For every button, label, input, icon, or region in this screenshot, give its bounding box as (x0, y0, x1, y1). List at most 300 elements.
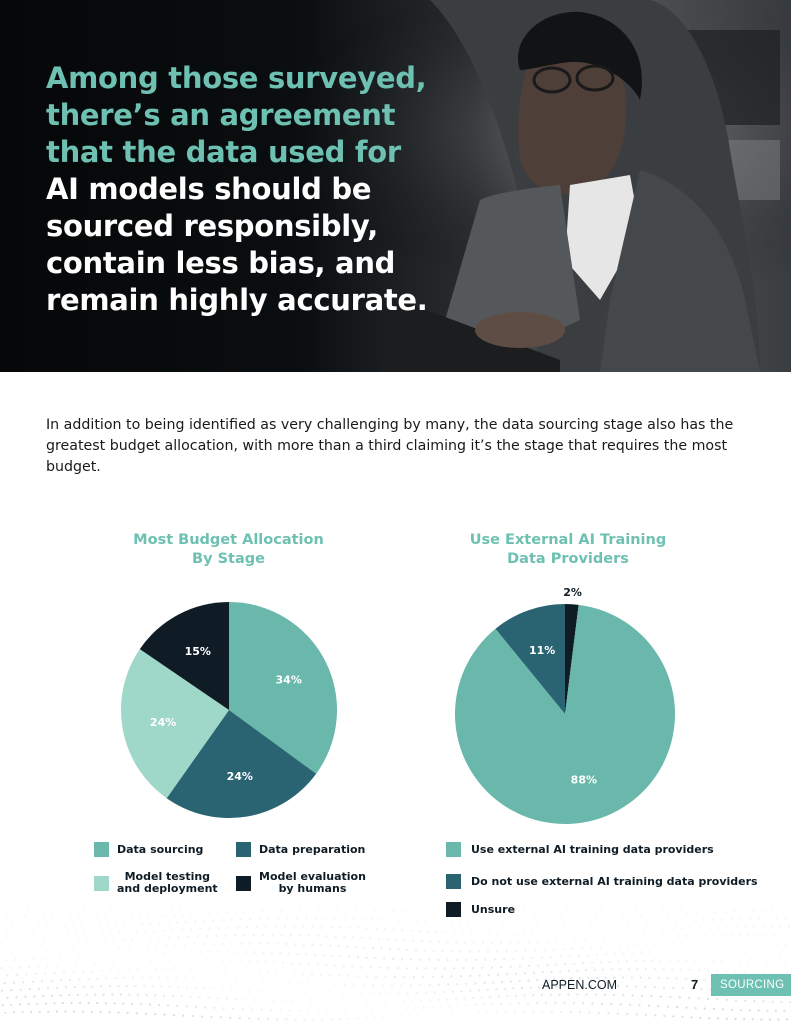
pattern-dot (406, 949, 408, 951)
pattern-dot (483, 1004, 485, 1006)
pattern-dot (254, 951, 256, 953)
pattern-dot (640, 915, 642, 917)
pattern-dot (15, 996, 17, 998)
pattern-dot (91, 985, 93, 987)
pattern-dot (65, 986, 67, 988)
pattern-dot (59, 957, 61, 959)
pattern-dot (420, 1000, 422, 1002)
pattern-dot (762, 925, 764, 927)
pattern-dot (627, 923, 629, 925)
pattern-dot (662, 906, 664, 908)
pattern-dot (491, 966, 493, 968)
pattern-dot (502, 924, 504, 926)
pattern-dot (232, 1008, 234, 1010)
pattern-dot (726, 926, 728, 928)
pattern-dot (649, 952, 651, 954)
pattern-dot (146, 994, 148, 996)
pattern-dot (258, 942, 260, 944)
pattern-dot (162, 907, 164, 909)
pattern-dot (389, 948, 391, 950)
pattern-dot (699, 927, 701, 929)
pattern-dot (379, 966, 381, 968)
pattern-dot (626, 960, 628, 962)
pattern-dot (572, 925, 574, 927)
pattern-dot (105, 916, 107, 918)
pattern-dot (652, 929, 654, 931)
pattern-dot (100, 1011, 102, 1013)
pattern-dot (66, 933, 68, 935)
pattern-dot (761, 953, 763, 955)
pattern-dot (73, 1010, 75, 1012)
pattern-dot (788, 926, 790, 928)
pattern-dot (604, 916, 606, 918)
pattern-dot (240, 918, 242, 920)
pattern-dot (518, 1002, 520, 1004)
pattern-dot (72, 971, 74, 973)
pattern-dot (343, 917, 345, 919)
pattern-dot (366, 975, 368, 977)
pattern-dot (634, 960, 636, 962)
pattern-dot (632, 994, 634, 996)
pattern-dot (425, 1014, 427, 1016)
pattern-dot (654, 944, 656, 946)
pattern-dot (707, 942, 709, 944)
pattern-dot (559, 970, 561, 972)
pattern-dot (137, 946, 139, 948)
pattern-dot (289, 1010, 291, 1012)
pattern-dot (455, 998, 457, 1000)
pattern-dot (654, 968, 656, 970)
pattern-dot (495, 988, 497, 990)
pattern-dot (402, 910, 404, 912)
pattern-dot (568, 933, 570, 935)
pattern-dot (195, 987, 197, 989)
pattern-dot (340, 955, 342, 957)
pattern-dot (680, 968, 682, 970)
pattern-dot (308, 909, 310, 911)
pattern-dot (617, 960, 619, 962)
pattern-dot (389, 919, 391, 921)
pattern-dot (690, 1016, 692, 1018)
pattern-dot (645, 944, 647, 946)
pattern-dot (65, 964, 67, 966)
pattern-dot (472, 967, 474, 969)
pie-data-label: 88% (570, 773, 598, 787)
pattern-dot (752, 909, 754, 911)
pattern-dot (96, 916, 98, 918)
pattern-dot (679, 996, 681, 998)
pattern-dot (579, 1011, 581, 1013)
pattern-dot (607, 1012, 609, 1014)
pattern-dot (276, 971, 278, 973)
pattern-dot (198, 996, 200, 998)
pattern-dot (72, 925, 74, 927)
chart-title-line: By Stage (192, 551, 265, 567)
pattern-dot (114, 977, 116, 979)
pattern-dot (583, 908, 585, 910)
pattern-dot (654, 1014, 656, 1016)
pattern-dot (536, 979, 538, 981)
pattern-dot (683, 951, 685, 953)
pattern-dot (213, 959, 215, 961)
pattern-dot (348, 956, 350, 958)
pattern-dot (13, 1011, 15, 1013)
pattern-dot (560, 916, 562, 918)
pattern-dot (572, 948, 574, 950)
pattern-dot (483, 914, 485, 916)
pattern-dot (253, 910, 255, 912)
pattern-dot (444, 967, 446, 969)
pattern-dot (404, 939, 406, 941)
pattern-dot (391, 1016, 393, 1018)
pattern-dot (695, 1007, 697, 1009)
pattern-dot (250, 970, 252, 972)
pattern-dot (425, 992, 427, 994)
pattern-dot (749, 1009, 751, 1011)
pattern-dot (28, 966, 30, 968)
pattern-dot (156, 945, 158, 947)
pattern-dot (49, 933, 51, 935)
pattern-dot (724, 911, 726, 913)
pattern-dot (618, 908, 620, 910)
pattern-dot (650, 995, 652, 997)
pattern-dot (466, 1004, 468, 1006)
pattern-dot (122, 1003, 124, 1005)
pattern-dot (422, 976, 424, 978)
pattern-dot (554, 925, 556, 927)
pattern-dot (610, 1003, 612, 1005)
pattern-dot (545, 1002, 547, 1004)
pattern-dot (32, 981, 34, 983)
pattern-dot (600, 946, 602, 948)
pattern-dot (256, 961, 258, 963)
pattern-dot (648, 1005, 650, 1007)
pattern-dot (379, 1009, 381, 1011)
pattern-dot (339, 926, 341, 928)
pattern-dot (414, 1007, 416, 1009)
pattern-dot (153, 930, 155, 932)
pattern-dot (441, 950, 443, 952)
pattern-dot (6, 974, 8, 976)
pattern-dot (587, 954, 589, 956)
pattern-dot (744, 1000, 746, 1002)
pattern-dot (674, 920, 676, 922)
pattern-dot (608, 923, 610, 925)
pattern-dot (753, 1000, 755, 1002)
pattern-dot (248, 960, 250, 962)
pattern-dot (555, 963, 557, 965)
pattern-dot (122, 916, 124, 918)
pattern-dot (450, 922, 452, 924)
pattern-dot (308, 963, 310, 965)
legend-item-use-external (446, 842, 714, 857)
pattern-dot (298, 1010, 300, 1012)
pattern-dot (415, 949, 417, 951)
pattern-dot (361, 937, 363, 939)
pattern-dot (164, 968, 166, 970)
pattern-dot (446, 998, 448, 1000)
pattern-dot (740, 918, 742, 920)
pattern-dot (74, 986, 76, 988)
pattern-dot (438, 984, 440, 986)
pattern-dot (124, 924, 126, 926)
pattern-dot (320, 944, 322, 946)
pattern-dot (171, 907, 173, 909)
pattern-dot (177, 986, 179, 988)
pattern-dot (399, 1015, 401, 1017)
pattern-dot (452, 991, 454, 993)
pattern-dot (82, 1011, 84, 1013)
pattern-dot (215, 935, 217, 937)
pattern-dot (267, 943, 269, 945)
pattern-dot (343, 936, 345, 938)
pattern-dot (740, 1009, 742, 1011)
pattern-dot (26, 942, 28, 944)
pattern-dot (360, 966, 362, 968)
headline-accent-line: there’s an agreement (46, 98, 396, 132)
pattern-dot (244, 934, 246, 936)
pattern-dot (705, 912, 707, 914)
pattern-dot (113, 939, 115, 941)
pattern-dot (154, 994, 156, 996)
pattern-dot (218, 978, 220, 980)
pattern-dot (159, 960, 161, 962)
pattern-dot (545, 925, 547, 927)
pattern-dot (403, 976, 405, 978)
pattern-dot (564, 963, 566, 965)
pattern-dot (148, 916, 150, 918)
pattern-dot (37, 950, 39, 952)
pattern-dot (178, 936, 180, 938)
pattern-dot (137, 994, 139, 996)
pattern-dot (172, 968, 174, 970)
pattern-dot (393, 929, 395, 931)
pattern-dot (56, 965, 58, 967)
pattern-dot (285, 943, 287, 945)
pattern-dot (245, 951, 247, 953)
pattern-dot (725, 970, 727, 972)
pattern-dot (95, 940, 97, 942)
pattern-dot (106, 955, 108, 957)
pattern-dot (213, 1007, 215, 1009)
pattern-dot (229, 1017, 231, 1019)
pattern-dot (140, 938, 142, 940)
pattern-dot (411, 1000, 413, 1002)
pattern-dot (531, 933, 533, 935)
pattern-dot (136, 931, 138, 933)
pattern-dot (109, 947, 111, 949)
pattern-dot (534, 916, 536, 918)
pattern-dot (762, 1000, 764, 1002)
pattern-dot (543, 949, 545, 951)
pattern-dot (208, 913, 210, 915)
pattern-dot (285, 1018, 287, 1020)
pattern-dot (393, 1001, 395, 1003)
pattern-dot (612, 916, 614, 918)
pattern-dot (167, 1004, 169, 1006)
pattern-dot (284, 925, 286, 927)
pattern-dot (190, 928, 192, 930)
pattern-dot (675, 951, 677, 953)
pattern-dot (185, 1005, 187, 1007)
pattern-dot (629, 1004, 631, 1006)
pattern-dot (77, 941, 79, 943)
pattern-dot (662, 968, 664, 970)
pattern-dot (641, 995, 643, 997)
pattern-dot (23, 958, 25, 960)
pattern-dot (559, 933, 561, 935)
pattern-dot (131, 961, 133, 963)
pattern-dot (84, 963, 86, 965)
pattern-dot (291, 1000, 293, 1002)
pattern-dot (541, 1010, 543, 1012)
pattern-dot (440, 1006, 442, 1008)
pattern-dot (244, 998, 246, 1000)
pattern-dot (591, 962, 593, 964)
pattern-dot (400, 984, 402, 986)
pattern-dot (262, 980, 264, 982)
pattern-dot (198, 968, 200, 970)
pattern-dot (70, 1002, 72, 1004)
pattern-dot (559, 956, 561, 958)
pattern-dot (127, 932, 129, 934)
pattern-dot (226, 912, 228, 914)
pattern-dot (371, 918, 373, 920)
pattern-dot (363, 947, 365, 949)
pattern-dot (58, 933, 60, 935)
pattern-dot (676, 977, 678, 979)
pattern-dot (636, 922, 638, 924)
pattern-dot (181, 968, 183, 970)
legend-item-model-evaluation (236, 871, 366, 895)
pattern-dot (172, 929, 174, 931)
pattern-dot (43, 942, 45, 944)
pattern-dot (517, 915, 519, 917)
pattern-dot (709, 951, 711, 953)
pattern-dot (346, 908, 348, 910)
pattern-dot (110, 969, 112, 971)
pattern-dot (686, 935, 688, 937)
pattern-dot (643, 960, 645, 962)
pattern-dot (69, 956, 71, 958)
pattern-dot (282, 1000, 284, 1002)
pattern-dot (698, 969, 700, 971)
pattern-dot (230, 919, 232, 921)
pattern-dot (573, 963, 575, 965)
pattern-dot (519, 965, 521, 967)
pattern-dot (10, 967, 12, 969)
pattern-dot (374, 957, 376, 959)
pattern-dot (509, 966, 511, 968)
pattern-dot (415, 967, 417, 969)
pattern-dot (383, 909, 385, 911)
pattern-dot (23, 933, 25, 935)
pattern-dot (263, 999, 265, 1001)
pattern-dot (384, 1001, 386, 1003)
pattern-dot (505, 933, 507, 935)
pattern-dot (154, 1013, 156, 1015)
pattern-dot (631, 952, 633, 954)
pattern-dot (703, 979, 705, 981)
pattern-dot (594, 969, 596, 971)
pattern-dot (421, 940, 423, 942)
pattern-dot (514, 1011, 516, 1013)
pattern-dot (222, 943, 224, 945)
pattern-dot (771, 1001, 773, 1003)
pattern-dot (234, 911, 236, 913)
pattern-dot (506, 995, 508, 997)
pattern-dot (671, 968, 673, 970)
pattern-dot (408, 1015, 410, 1017)
pattern-dot (557, 908, 559, 910)
pattern-dot (469, 975, 471, 977)
pattern-dot (355, 946, 357, 948)
pattern-dot (482, 942, 484, 944)
pattern-dot (24, 996, 26, 998)
pattern-dot (47, 965, 49, 967)
pattern-dot (41, 958, 43, 960)
pattern-dot (239, 1017, 241, 1019)
pattern-dot (714, 911, 716, 913)
pattern-dot (296, 917, 298, 919)
pattern-dot (419, 984, 421, 986)
pattern-dot (649, 914, 651, 916)
pattern-dot (473, 942, 475, 944)
pattern-dot (461, 990, 463, 992)
pattern-dot (32, 933, 34, 935)
pattern-dot (210, 1016, 212, 1018)
pattern-dot (450, 950, 452, 952)
pattern-dot (726, 1018, 728, 1020)
pattern-dot (767, 943, 769, 945)
pattern-dot (321, 926, 323, 928)
pattern-dot (519, 925, 521, 927)
pattern-dot (524, 950, 526, 952)
pattern-dot (767, 917, 769, 919)
pattern-dot (497, 905, 499, 907)
pattern-dot (75, 964, 77, 966)
pattern-dot (322, 992, 324, 994)
legend-label: Data preparation (259, 842, 366, 856)
pattern-dot (149, 1004, 151, 1006)
pattern-dot (776, 917, 778, 919)
pattern-dot (528, 925, 530, 927)
pattern-dot (718, 951, 720, 953)
pattern-dot (315, 917, 317, 919)
pattern-dot (410, 984, 412, 986)
pattern-dot (194, 921, 196, 923)
pattern-dot (523, 1010, 525, 1012)
pattern-dot (196, 935, 198, 937)
pattern-dot (382, 1016, 384, 1018)
legend-swatch (94, 842, 109, 857)
pattern-dot (181, 929, 183, 931)
pattern-dot (536, 925, 538, 927)
pattern-dot (352, 965, 354, 967)
pattern-dot (111, 993, 113, 995)
decorative-dot-pattern (0, 902, 791, 1024)
pattern-dot (626, 1013, 628, 1015)
pattern-dot (92, 908, 94, 910)
pattern-dot (568, 970, 570, 972)
pattern-dot (74, 907, 76, 909)
pattern-dot (260, 1009, 262, 1011)
pattern-dot (600, 961, 602, 963)
pattern-dot (284, 972, 286, 974)
pattern-dot (485, 924, 487, 926)
pattern-dot (321, 1018, 323, 1020)
pattern-dot (173, 915, 175, 917)
